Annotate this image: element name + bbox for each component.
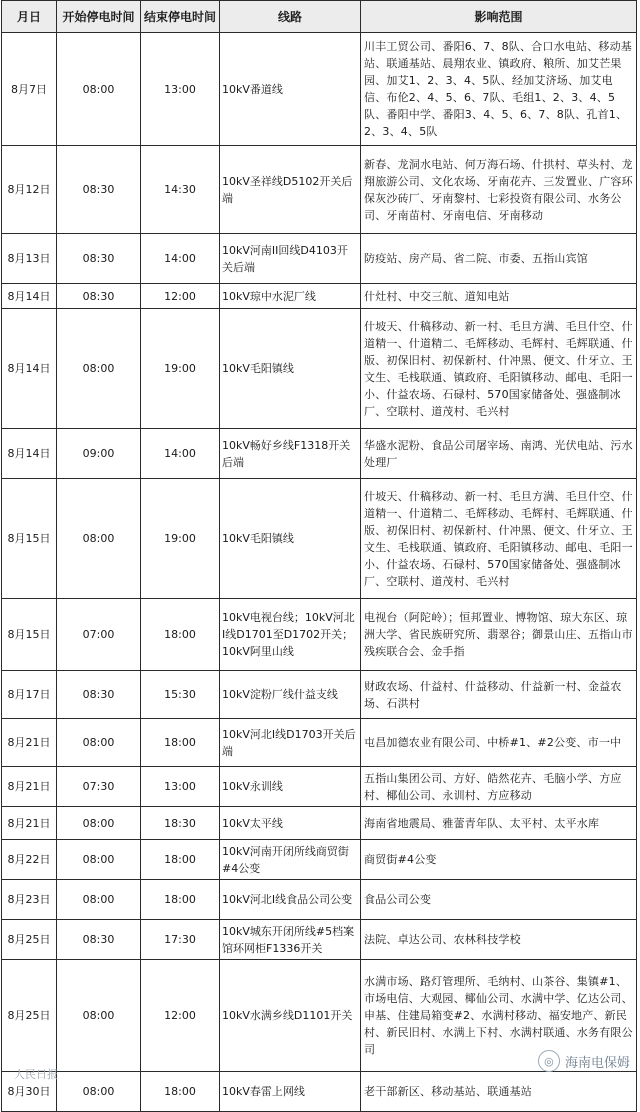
outage-table [1,0,637,1112]
table-row [2,599,637,671]
table-row [2,920,637,960]
row-line: 10kV河北I线D1703开关后端 [220,719,361,767]
row-scope: 海南省地震局、雅蕾青年队、太平村、太平水库 [361,807,637,840]
row-date: 8月23日 [2,880,57,920]
row-line: 10kV毛阳镇线 [220,309,361,429]
row-end-time: 17:30 [141,920,220,960]
row-date: 8月13日 [2,234,57,284]
row-scope: 什灶村、中交三航、道知电站 [361,284,637,309]
row-date: 8月14日 [2,284,57,309]
row-date: 8月7日 [2,33,57,146]
row-end-time: 18:00 [141,1072,220,1112]
row-start-time: 08:30 [57,284,141,309]
row-scope: 食品公司公变 [361,880,637,920]
header-end-time: 结束停电时间 [141,1,220,33]
row-end-time: 14:30 [141,146,220,234]
row-scope: 五指山集团公司、方好、皓然花卉、毛脑小学、方应村、椰仙公司、永训村、方应移动 [361,767,637,807]
row-line: 10kV太平线 [220,807,361,840]
row-end-time: 18:00 [141,599,220,671]
row-date: 8月21日 [2,807,57,840]
row-start-time: 08:00 [57,719,141,767]
row-start-time: 08:00 [57,960,141,1072]
row-date: 8月21日 [2,767,57,807]
row-start-time: 08:00 [57,840,141,880]
row-scope: 电视台（阿陀岭）；恒邦置业、博物馆、琼大东区、琼洲大学、省民族研究所、翡翠谷；御景山庄、五指山市残疾联合会、金手指 [361,599,637,671]
row-line: 10kV河南开闭所线商贸街#4公变 [220,840,361,880]
row-scope: 新春、龙洞水电站、何万海石场、什拱村、草头村、龙翔旅游公司、文化农场、牙南花卉、三发置业、广容环保灰沙砖厂、牙南黎村、七彩投资有限公司、水务公司、牙南苗村、牙南电信、牙南移动 [361,146,637,234]
row-line: 10kV春雷上网线 [220,1072,361,1112]
row-scope: 什坡天、什稿移动、新一村、毛旦方满、毛旦什空、什道精一、什道精二、毛辉移动、毛辉村、毛辉联通、什版、初保旧村、初保新村、什冲黑、便文、什牙立、王文生、毛栈联通、镇政府、毛阳镇移动、邮电、毛阳一小、什益农场、石碌村、570国家储备处、强盛制冰厂、空联村、道茂村、毛兴村 [361,479,637,599]
row-date: 8月21日 [2,719,57,767]
row-line: 10kV永训线 [220,767,361,807]
table-row [2,234,637,284]
row-scope: 川丰工贸公司、番阳6、7、8队、合口水电站、移动基站、联通基站、晨翔农业、镇政府、粮所、加艾芒果园、加艾1、2、3、4、5队、经加艾济场、加艾电信、布伦2、4、5、6、7队、毛组1、2、3、4、5队、番阳中学、番阳3、4、5、6、7、8队、孔首1、2、3、4、5队 [361,33,637,146]
row-scope: 什坡天、什稿移动、新一村、毛旦方满、毛旦什空、什道精一、什道精二、毛辉移动、毛辉村、毛辉联通、什版、初保旧村、初保新村、什冲黑、便文、什牙立、王文生、毛栈联通、镇政府、毛阳镇移动、邮电、毛阳一小、什益农场、石碌村、570国家储备处、强盛制冰厂、空联村、道茂村、毛兴村 [361,309,637,429]
row-end-time: 15:30 [141,671,220,719]
row-start-time: 08:30 [57,920,141,960]
row-start-time: 08:00 [57,309,141,429]
row-line: 10kV圣祥线D5102开关后端 [220,146,361,234]
row-line: 10kV琼中水泥厂线 [220,284,361,309]
wechat-icon: ◎ [538,1050,560,1072]
row-date: 8月15日 [2,479,57,599]
header-start-time: 开始停电时间 [57,1,141,33]
row-line: 10kV城东开闭所线#5档案馆环网柜F1336开关 [220,920,361,960]
row-scope: 财政农场、什益村、什益移动、什益新一村、金益农场、石洪村 [361,671,637,719]
row-scope: 屯昌加德农业有限公司、中桥#1、#2公变、市一中 [361,719,637,767]
header-line: 线路 [220,1,361,33]
row-end-time: 12:00 [141,960,220,1072]
row-end-time: 18:00 [141,840,220,880]
table-row [2,479,637,599]
table-row [2,807,637,840]
row-start-time: 08:00 [57,1072,141,1112]
table-row [2,309,637,429]
table-row [2,671,637,719]
row-end-time: 12:00 [141,284,220,309]
row-line: 10kV番道线 [220,33,361,146]
row-line: 10kV水满乡线D1101开关 [220,960,361,1072]
row-end-time: 14:00 [141,429,220,479]
row-end-time: 13:00 [141,767,220,807]
table-row [2,840,637,880]
row-date: 8月14日 [2,309,57,429]
row-end-time: 18:00 [141,719,220,767]
table-row [2,146,637,234]
table-row [2,429,637,479]
row-end-time: 18:30 [141,807,220,840]
row-start-time: 09:00 [57,429,141,479]
row-scope: 华盛水泥粉、食品公司屠宰场、南鸿、光伏电站、污水处理厂 [361,429,637,479]
row-date: 8月17日 [2,671,57,719]
header-scope: 影响范围 [361,1,637,33]
header-date: 月日 [2,1,57,33]
row-line: 10kV畅好乡线F1318开关后端 [220,429,361,479]
row-start-time: 08:30 [57,146,141,234]
row-date: 8月30日 [2,1072,57,1112]
table-row [2,33,637,146]
row-scope: 老干部新区、移动基站、联通基站 [361,1072,637,1112]
row-date: 8月25日 [2,960,57,1072]
row-end-time: 18:00 [141,880,220,920]
row-end-time: 13:00 [141,33,220,146]
row-start-time: 08:30 [57,234,141,284]
row-scope: 水满市场、路灯管理所、毛纳村、山茶谷、集镇#1、市场电信、大观园、椰仙公司、水满中学、亿达公司、申基、住建局箱变#2、水满村移动、福安地产、新民村、新民旧村、水满上下村、水满村联通、水务有限公司 [361,960,637,1072]
row-start-time: 07:00 [57,599,141,671]
row-start-time: 08:00 [57,807,141,840]
row-date: 8月22日 [2,840,57,880]
row-start-time: 08:30 [57,671,141,719]
watermark-account: 海南电保姆 [564,1055,630,1071]
table-row [2,719,637,767]
row-line: 10kV河北I线食品公司公变 [220,880,361,920]
row-date: 8月14日 [2,429,57,479]
row-line: 10kV电视台线；10kV河北I线D1701至D1702开关；10kV阿里山线 [220,599,361,671]
row-scope: 法院、卓达公司、农林科技学校 [361,920,637,960]
row-start-time: 08:00 [57,479,141,599]
row-line: 10kV河南II回线D4103开关后端 [220,234,361,284]
table-row [2,1072,637,1112]
watermark-left: 人民日报 [14,1068,58,1081]
row-line: 10kV毛阳镇线 [220,479,361,599]
row-end-time: 19:00 [141,309,220,429]
watermark [538,1050,630,1072]
table-row [2,880,637,920]
row-date: 8月25日 [2,920,57,960]
row-scope: 商贸街#4公变 [361,840,637,880]
header-row [2,1,637,33]
row-end-time: 19:00 [141,479,220,599]
table-row [2,767,637,807]
row-start-time: 07:30 [57,767,141,807]
row-start-time: 08:00 [57,880,141,920]
row-line: 10kV淀粉厂线什益支线 [220,671,361,719]
row-end-time: 14:00 [141,234,220,284]
row-scope: 防疫站、房产局、省二院、市委、五指山宾馆 [361,234,637,284]
table-row [2,284,637,309]
row-start-time: 08:00 [57,33,141,146]
row-date: 8月15日 [2,599,57,671]
row-date: 8月12日 [2,146,57,234]
